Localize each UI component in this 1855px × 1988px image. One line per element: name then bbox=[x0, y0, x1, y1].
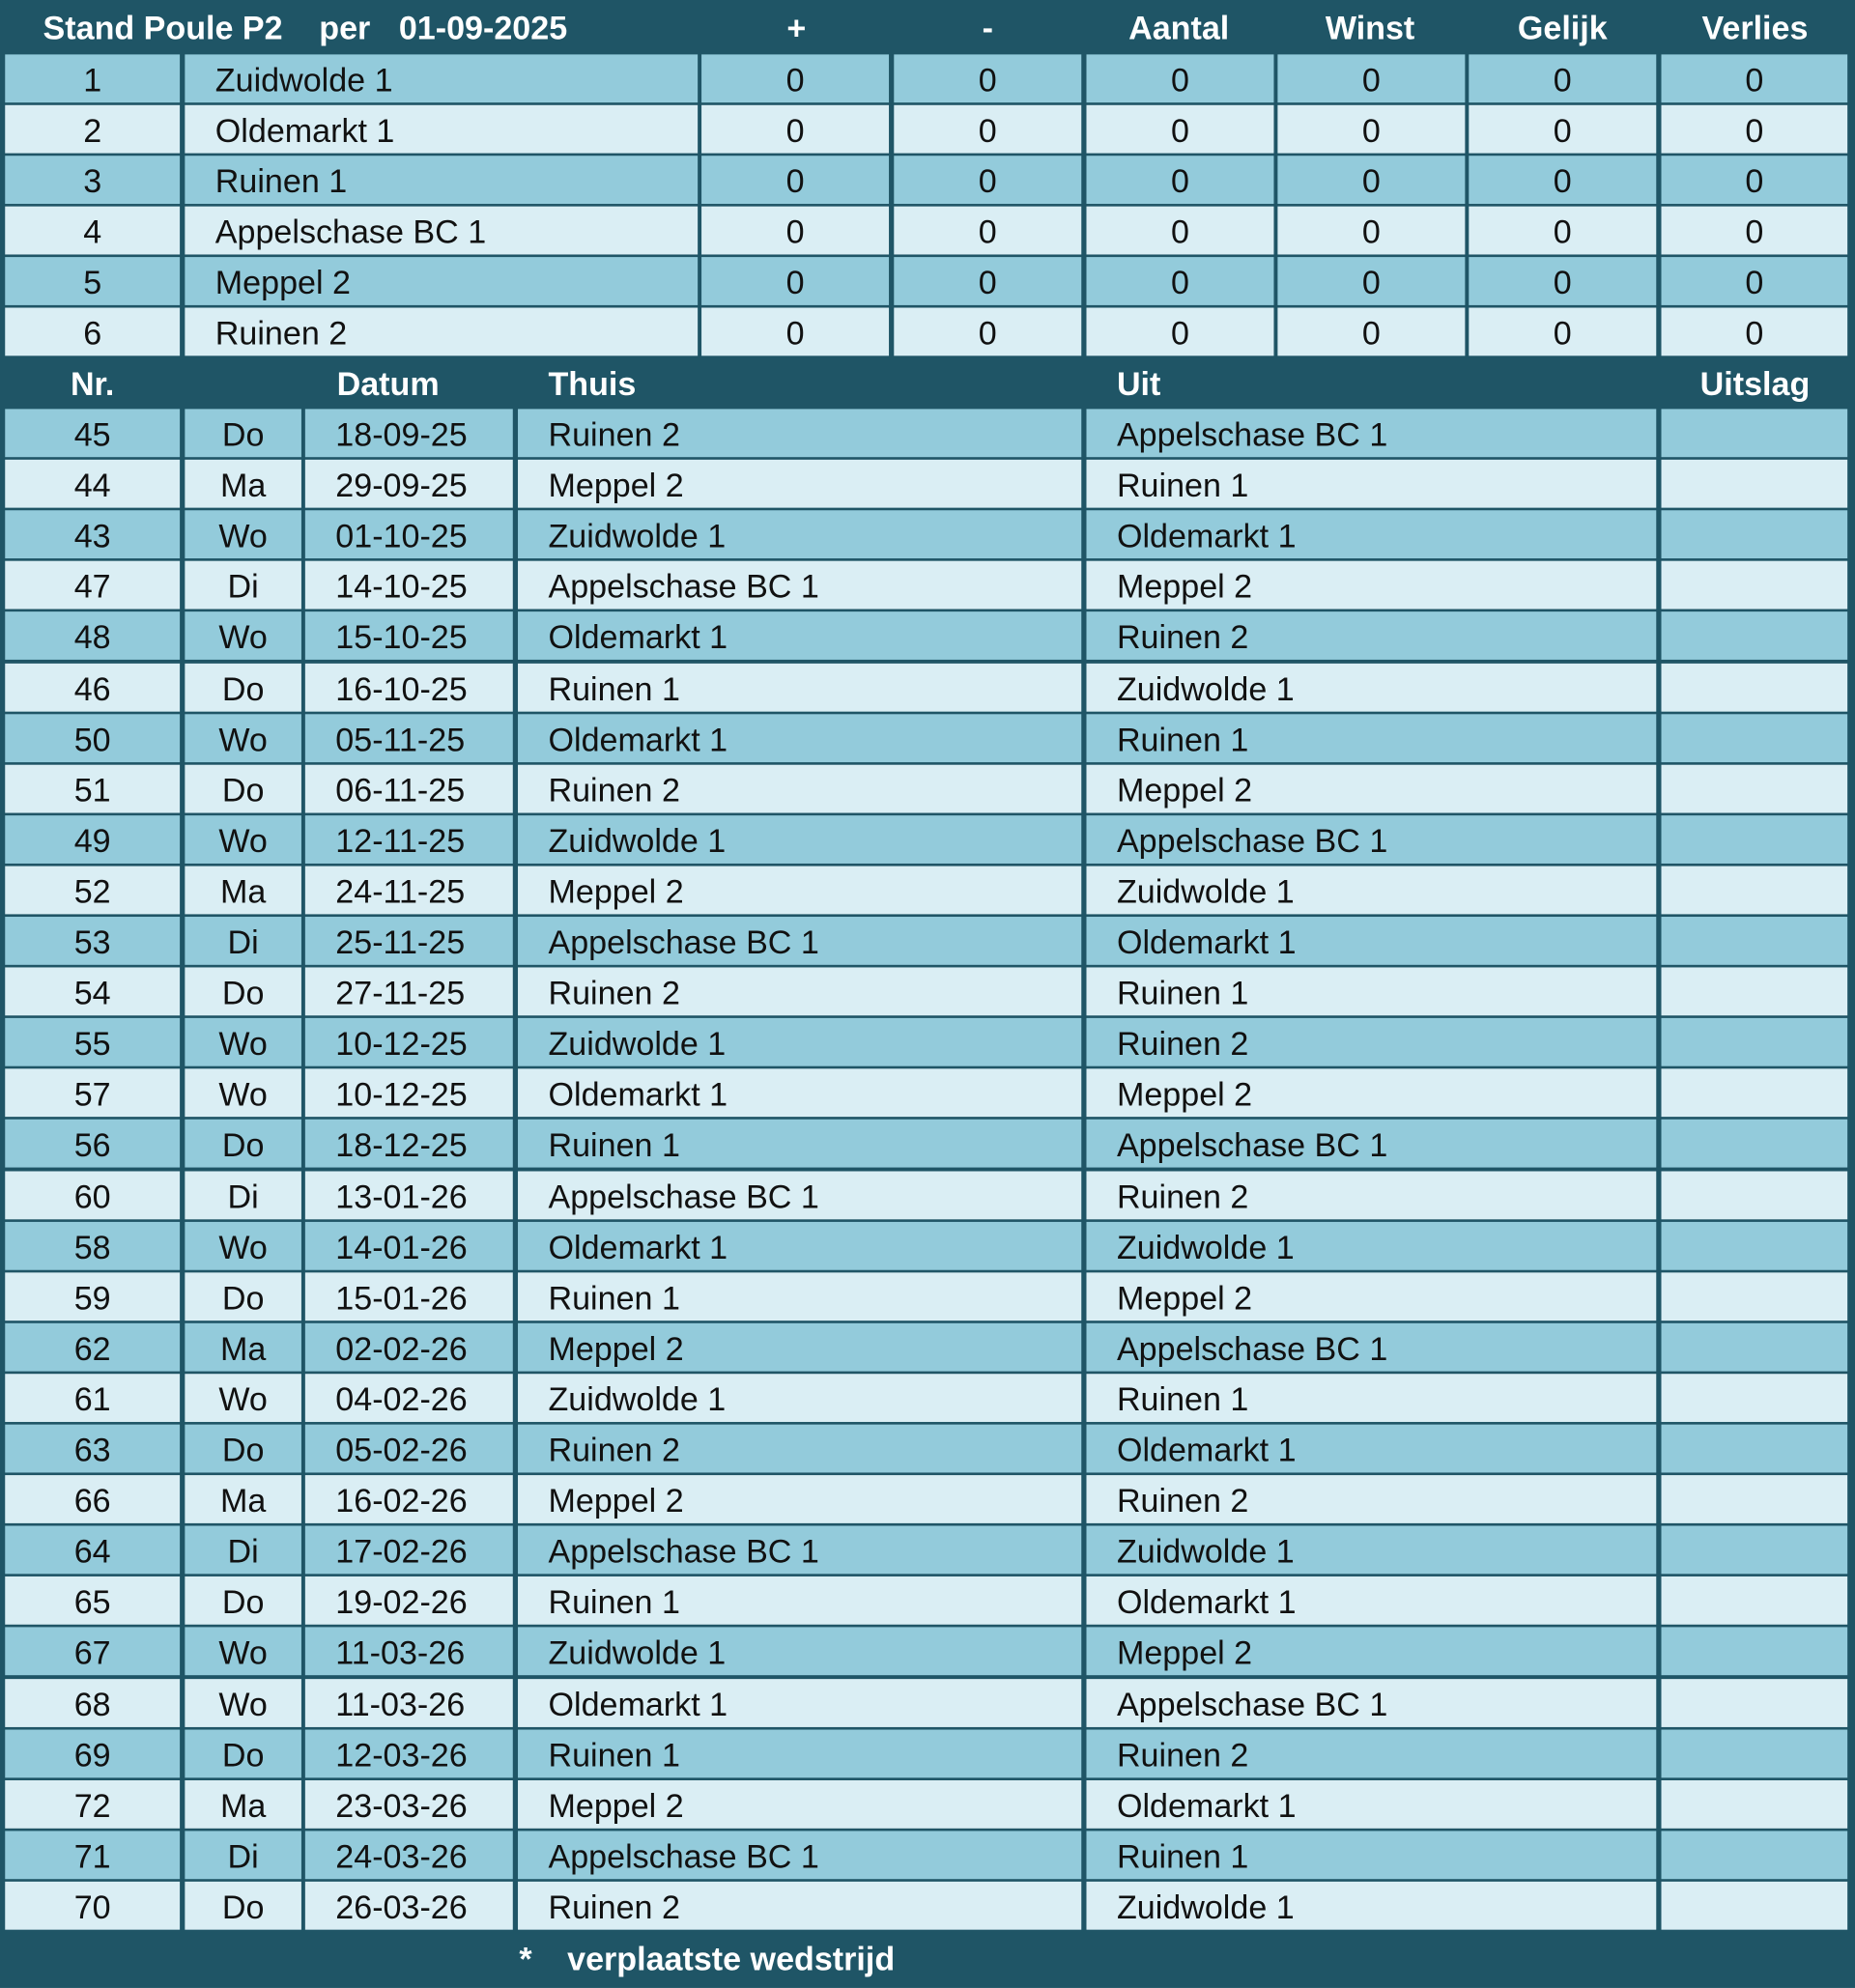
match-row bbox=[0, 1831, 1855, 1881]
match-cell-nr: 69 bbox=[5, 1729, 180, 1777]
standings-cell-aantal: 0 bbox=[1086, 257, 1273, 305]
match-cell-uitslag bbox=[1662, 1628, 1848, 1676]
match-cell-nr: 67 bbox=[5, 1628, 180, 1676]
match-row bbox=[0, 1221, 1855, 1271]
match-cell-uit: Zuidwolde 1 bbox=[1086, 663, 1656, 711]
standings-cell-pos: 1 bbox=[5, 54, 180, 102]
standings-cell-team: Meppel 2 bbox=[185, 257, 698, 305]
match-cell-datum: 05-11-25 bbox=[305, 714, 513, 762]
standings-cell-minus: 0 bbox=[894, 54, 1081, 102]
match-cell-uit: Ruinen 2 bbox=[1086, 1171, 1656, 1219]
match-row bbox=[0, 1882, 1855, 1932]
match-cell-uitslag bbox=[1662, 1831, 1848, 1879]
standings-date: 01-09-2025 bbox=[398, 9, 568, 47]
match-cell-dag: Wo bbox=[185, 714, 301, 762]
standings-cell-pos: 2 bbox=[5, 105, 180, 154]
match-cell-uit: Ruinen 1 bbox=[1086, 460, 1656, 508]
match-cell-uit: Appelschase BC 1 bbox=[1086, 815, 1656, 864]
match-row bbox=[0, 1272, 1855, 1322]
match-cell-uit: Zuidwolde 1 bbox=[1086, 1221, 1656, 1269]
match-cell-uitslag bbox=[1662, 510, 1848, 558]
match-row bbox=[0, 1323, 1855, 1374]
match-cell-dag: Do bbox=[185, 1882, 301, 1930]
match-cell-datum: 19-02-26 bbox=[305, 1576, 513, 1625]
match-cell-dag: Do bbox=[185, 1272, 301, 1321]
match-row bbox=[0, 510, 1855, 560]
match-cell-nr: 58 bbox=[5, 1221, 180, 1269]
match-cell-dag: Do bbox=[185, 409, 301, 457]
match-cell-thuis: Ruinen 2 bbox=[518, 764, 1081, 812]
match-cell-thuis: Zuidwolde 1 bbox=[518, 510, 1081, 558]
match-cell-nr: 66 bbox=[5, 1475, 180, 1523]
match-cell-uit: Ruinen 2 bbox=[1086, 1729, 1656, 1777]
match-cell-dag: Do bbox=[185, 1120, 301, 1168]
match-row bbox=[0, 917, 1855, 967]
match-cell-thuis: Zuidwolde 1 bbox=[518, 1018, 1081, 1066]
match-cell-datum: 16-10-25 bbox=[305, 663, 513, 711]
standings-cell-winst: 0 bbox=[1277, 156, 1465, 204]
match-cell-datum: 12-11-25 bbox=[305, 815, 513, 864]
match-cell-dag: Wo bbox=[185, 1678, 301, 1726]
standings-cell-team: Appelschase BC 1 bbox=[185, 207, 698, 255]
standings-row bbox=[0, 207, 1855, 257]
match-cell-dag: Di bbox=[185, 1831, 301, 1879]
standings-per-label: per bbox=[319, 9, 371, 47]
standings-cell-aantal: 0 bbox=[1086, 105, 1273, 154]
match-row bbox=[0, 1678, 1855, 1728]
match-cell-uitslag bbox=[1662, 1475, 1848, 1523]
col-header-plus: + bbox=[786, 9, 807, 47]
standings-cell-gelijk: 0 bbox=[1469, 156, 1656, 204]
match-cell-thuis: Appelschase BC 1 bbox=[518, 561, 1081, 610]
match-cell-uitslag bbox=[1662, 917, 1848, 965]
match-cell-uitslag bbox=[1662, 663, 1848, 711]
match-cell-dag: Do bbox=[185, 764, 301, 812]
footer-note: verplaatste wedstrijd bbox=[567, 1940, 896, 1978]
schedule-header bbox=[0, 358, 1855, 409]
match-cell-nr: 72 bbox=[5, 1780, 180, 1829]
standings-cell-gelijk: 0 bbox=[1469, 207, 1656, 255]
match-cell-thuis: Oldemarkt 1 bbox=[518, 612, 1081, 661]
match-row bbox=[0, 561, 1855, 611]
match-cell-uitslag bbox=[1662, 460, 1848, 508]
match-cell-uitslag bbox=[1662, 1780, 1848, 1829]
match-cell-nr: 57 bbox=[5, 1069, 180, 1118]
col-header-verlies: Verlies bbox=[1701, 9, 1809, 47]
standings-cell-aantal: 0 bbox=[1086, 54, 1273, 102]
standings-cell-minus: 0 bbox=[894, 308, 1081, 356]
match-cell-nr: 55 bbox=[5, 1018, 180, 1066]
match-cell-dag: Do bbox=[185, 663, 301, 711]
match-cell-dag: Wo bbox=[185, 510, 301, 558]
match-cell-thuis: Appelschase BC 1 bbox=[518, 1171, 1081, 1219]
match-cell-nr: 61 bbox=[5, 1374, 180, 1422]
match-cell-thuis: Meppel 2 bbox=[518, 866, 1081, 914]
match-cell-nr: 54 bbox=[5, 968, 180, 1016]
match-row bbox=[0, 612, 1855, 663]
match-cell-thuis: Appelschase BC 1 bbox=[518, 1526, 1081, 1575]
match-cell-uitslag bbox=[1662, 1069, 1848, 1118]
footer-marker: * bbox=[519, 1940, 532, 1978]
match-row bbox=[0, 815, 1855, 866]
match-cell-uit: Meppel 2 bbox=[1086, 1628, 1656, 1676]
match-cell-dag: Do bbox=[185, 1425, 301, 1473]
standings-row bbox=[0, 105, 1855, 156]
standings-cell-plus: 0 bbox=[701, 54, 889, 102]
standings-cell-verlies: 0 bbox=[1662, 207, 1848, 255]
standings-cell-gelijk: 0 bbox=[1469, 105, 1656, 154]
standings-cell-plus: 0 bbox=[701, 207, 889, 255]
standings-cell-verlies: 0 bbox=[1662, 156, 1848, 204]
match-cell-uit: Meppel 2 bbox=[1086, 764, 1656, 812]
match-cell-dag: Do bbox=[185, 1729, 301, 1777]
standings-cell-gelijk: 0 bbox=[1469, 257, 1656, 305]
match-cell-dag: Wo bbox=[185, 1628, 301, 1676]
standings-cell-minus: 0 bbox=[894, 156, 1081, 204]
match-cell-datum: 11-03-26 bbox=[305, 1678, 513, 1726]
match-cell-thuis: Zuidwolde 1 bbox=[518, 1628, 1081, 1676]
standings-cell-pos: 6 bbox=[5, 308, 180, 356]
match-cell-datum: 06-11-25 bbox=[305, 764, 513, 812]
match-cell-thuis: Zuidwolde 1 bbox=[518, 1374, 1081, 1422]
match-cell-thuis: Ruinen 2 bbox=[518, 968, 1081, 1016]
match-cell-datum: 14-10-25 bbox=[305, 561, 513, 610]
match-cell-nr: 65 bbox=[5, 1576, 180, 1625]
match-cell-thuis: Oldemarkt 1 bbox=[518, 1678, 1081, 1726]
col-header-winst: Winst bbox=[1325, 9, 1415, 47]
match-cell-uit: Oldemarkt 1 bbox=[1086, 917, 1656, 965]
match-cell-nr: 44 bbox=[5, 460, 180, 508]
match-cell-nr: 49 bbox=[5, 815, 180, 864]
standings-cell-winst: 0 bbox=[1277, 257, 1465, 305]
match-cell-uit: Ruinen 1 bbox=[1086, 1374, 1656, 1422]
col-header-nr: Nr. bbox=[70, 364, 115, 403]
match-cell-datum: 17-02-26 bbox=[305, 1526, 513, 1575]
match-row bbox=[0, 663, 1855, 713]
match-cell-nr: 47 bbox=[5, 561, 180, 610]
match-cell-nr: 56 bbox=[5, 1120, 180, 1168]
match-cell-dag: Wo bbox=[185, 1221, 301, 1269]
match-cell-uit: Ruinen 2 bbox=[1086, 1018, 1656, 1066]
match-cell-datum: 24-03-26 bbox=[305, 1831, 513, 1879]
match-cell-uitslag bbox=[1662, 1678, 1848, 1726]
standings-row bbox=[0, 54, 1855, 104]
standings-cell-winst: 0 bbox=[1277, 105, 1465, 154]
standings-cell-minus: 0 bbox=[894, 207, 1081, 255]
standings-row bbox=[0, 308, 1855, 358]
match-cell-uitslag bbox=[1662, 1576, 1848, 1625]
match-cell-uit: Ruinen 2 bbox=[1086, 612, 1656, 661]
match-cell-thuis: Ruinen 1 bbox=[518, 1272, 1081, 1321]
standings-cell-winst: 0 bbox=[1277, 308, 1465, 356]
match-cell-nr: 51 bbox=[5, 764, 180, 812]
match-cell-uitslag bbox=[1662, 1171, 1848, 1219]
match-cell-datum: 18-09-25 bbox=[305, 409, 513, 457]
match-cell-dag: Di bbox=[185, 1526, 301, 1575]
match-cell-datum: 15-01-26 bbox=[305, 1272, 513, 1321]
match-cell-uit: Oldemarkt 1 bbox=[1086, 1425, 1656, 1473]
match-cell-uitslag bbox=[1662, 409, 1848, 457]
match-cell-uit: Oldemarkt 1 bbox=[1086, 1576, 1656, 1625]
match-row bbox=[0, 1628, 1855, 1678]
match-cell-nr: 70 bbox=[5, 1882, 180, 1930]
match-row bbox=[0, 1475, 1855, 1525]
match-cell-uit: Meppel 2 bbox=[1086, 561, 1656, 610]
standings-cell-verlies: 0 bbox=[1662, 105, 1848, 154]
match-cell-nr: 48 bbox=[5, 612, 180, 661]
match-cell-datum: 25-11-25 bbox=[305, 917, 513, 965]
match-cell-nr: 43 bbox=[5, 510, 180, 558]
col-header-gelijk: Gelijk bbox=[1517, 9, 1608, 47]
match-cell-thuis: Ruinen 2 bbox=[518, 1425, 1081, 1473]
match-cell-thuis: Ruinen 1 bbox=[518, 663, 1081, 711]
match-row bbox=[0, 1425, 1855, 1475]
standings-cell-winst: 0 bbox=[1277, 207, 1465, 255]
match-cell-uit: Appelschase BC 1 bbox=[1086, 1120, 1656, 1168]
match-cell-uit: Zuidwolde 1 bbox=[1086, 1882, 1656, 1930]
match-row bbox=[0, 1729, 1855, 1779]
match-cell-uit: Zuidwolde 1 bbox=[1086, 1526, 1656, 1575]
match-cell-uitslag bbox=[1662, 612, 1848, 661]
standings-cell-pos: 5 bbox=[5, 257, 180, 305]
match-cell-uit: Ruinen 1 bbox=[1086, 968, 1656, 1016]
match-cell-dag: Do bbox=[185, 1576, 301, 1625]
standings-cell-pos: 3 bbox=[5, 156, 180, 204]
match-cell-uit: Appelschase BC 1 bbox=[1086, 1323, 1656, 1372]
standings-cell-verlies: 0 bbox=[1662, 257, 1848, 305]
match-cell-thuis: Oldemarkt 1 bbox=[518, 1221, 1081, 1269]
col-header-uit: Uit bbox=[1116, 364, 1161, 403]
standings-row bbox=[0, 257, 1855, 307]
match-row bbox=[0, 764, 1855, 814]
match-cell-datum: 11-03-26 bbox=[305, 1628, 513, 1676]
standings-cell-team: Ruinen 2 bbox=[185, 308, 698, 356]
match-cell-uitslag bbox=[1662, 714, 1848, 762]
match-cell-thuis: Appelschase BC 1 bbox=[518, 917, 1081, 965]
match-row bbox=[0, 1374, 1855, 1424]
match-cell-nr: 68 bbox=[5, 1678, 180, 1726]
match-cell-datum: 29-09-25 bbox=[305, 460, 513, 508]
match-cell-thuis: Meppel 2 bbox=[518, 1323, 1081, 1372]
match-cell-dag: Di bbox=[185, 917, 301, 965]
match-cell-uit: Ruinen 1 bbox=[1086, 1831, 1656, 1879]
match-cell-uitslag bbox=[1662, 1323, 1848, 1372]
match-cell-uitslag bbox=[1662, 1018, 1848, 1066]
col-header-datum: Datum bbox=[336, 364, 440, 403]
match-cell-datum: 24-11-25 bbox=[305, 866, 513, 914]
match-cell-thuis: Ruinen 2 bbox=[518, 1882, 1081, 1930]
match-cell-uitslag bbox=[1662, 1374, 1848, 1422]
match-cell-dag: Wo bbox=[185, 1069, 301, 1118]
match-cell-uitslag bbox=[1662, 764, 1848, 812]
match-cell-thuis: Ruinen 1 bbox=[518, 1729, 1081, 1777]
match-cell-uit: Oldemarkt 1 bbox=[1086, 1780, 1656, 1829]
match-cell-datum: 23-03-26 bbox=[305, 1780, 513, 1829]
standings-cell-minus: 0 bbox=[894, 105, 1081, 154]
match-cell-dag: Wo bbox=[185, 815, 301, 864]
match-cell-datum: 05-02-26 bbox=[305, 1425, 513, 1473]
standings-cell-aantal: 0 bbox=[1086, 207, 1273, 255]
match-cell-nr: 63 bbox=[5, 1425, 180, 1473]
col-header-uitslag: Uitslag bbox=[1699, 364, 1811, 403]
match-cell-thuis: Meppel 2 bbox=[518, 1780, 1081, 1829]
match-cell-thuis: Meppel 2 bbox=[518, 1475, 1081, 1523]
match-cell-nr: 50 bbox=[5, 714, 180, 762]
match-row bbox=[0, 968, 1855, 1018]
standings-row bbox=[0, 156, 1855, 206]
match-cell-datum: 10-12-25 bbox=[305, 1069, 513, 1118]
standings-header bbox=[0, 3, 1855, 53]
footer bbox=[0, 1932, 1855, 1988]
match-cell-nr: 64 bbox=[5, 1526, 180, 1575]
match-cell-dag: Di bbox=[185, 1171, 301, 1219]
standings-cell-verlies: 0 bbox=[1662, 54, 1848, 102]
match-cell-thuis: Ruinen 1 bbox=[518, 1120, 1081, 1168]
match-cell-uit: Ruinen 2 bbox=[1086, 1475, 1656, 1523]
match-cell-uitslag bbox=[1662, 1120, 1848, 1168]
standings-cell-minus: 0 bbox=[894, 257, 1081, 305]
standings-cell-pos: 4 bbox=[5, 207, 180, 255]
match-cell-dag: Wo bbox=[185, 612, 301, 661]
match-row bbox=[0, 1780, 1855, 1831]
match-cell-datum: 26-03-26 bbox=[305, 1882, 513, 1930]
match-cell-uitslag bbox=[1662, 561, 1848, 610]
standings-cell-aantal: 0 bbox=[1086, 156, 1273, 204]
match-cell-datum: 04-02-26 bbox=[305, 1374, 513, 1422]
match-cell-nr: 59 bbox=[5, 1272, 180, 1321]
match-cell-uit: Zuidwolde 1 bbox=[1086, 866, 1656, 914]
match-cell-uitslag bbox=[1662, 1221, 1848, 1269]
standings-cell-plus: 0 bbox=[701, 105, 889, 154]
match-cell-thuis: Zuidwolde 1 bbox=[518, 815, 1081, 864]
match-cell-uitslag bbox=[1662, 1425, 1848, 1473]
match-cell-datum: 13-01-26 bbox=[305, 1171, 513, 1219]
standings-cell-team: Zuidwolde 1 bbox=[185, 54, 698, 102]
match-cell-dag: Do bbox=[185, 968, 301, 1016]
match-cell-thuis: Ruinen 2 bbox=[518, 409, 1081, 457]
match-cell-datum: 14-01-26 bbox=[305, 1221, 513, 1269]
match-cell-dag: Wo bbox=[185, 1018, 301, 1066]
match-row bbox=[0, 1120, 1855, 1170]
match-row bbox=[0, 409, 1855, 459]
match-cell-dag: Di bbox=[185, 561, 301, 610]
match-cell-uitslag bbox=[1662, 968, 1848, 1016]
match-cell-datum: 12-03-26 bbox=[305, 1729, 513, 1777]
match-row bbox=[0, 460, 1855, 510]
standings-cell-gelijk: 0 bbox=[1469, 308, 1656, 356]
col-header-thuis: Thuis bbox=[548, 364, 637, 403]
match-cell-uitslag bbox=[1662, 866, 1848, 914]
match-cell-datum: 27-11-25 bbox=[305, 968, 513, 1016]
match-cell-uitslag bbox=[1662, 1272, 1848, 1321]
match-cell-nr: 62 bbox=[5, 1323, 180, 1372]
match-cell-nr: 53 bbox=[5, 917, 180, 965]
standings-cell-winst: 0 bbox=[1277, 54, 1465, 102]
match-cell-datum: 01-10-25 bbox=[305, 510, 513, 558]
match-cell-uit: Meppel 2 bbox=[1086, 1069, 1656, 1118]
standings-cell-gelijk: 0 bbox=[1469, 54, 1656, 102]
standings-cell-aantal: 0 bbox=[1086, 308, 1273, 356]
match-cell-thuis: Ruinen 1 bbox=[518, 1576, 1081, 1625]
standings-cell-verlies: 0 bbox=[1662, 308, 1848, 356]
match-cell-thuis: Oldemarkt 1 bbox=[518, 714, 1081, 762]
standings-cell-plus: 0 bbox=[701, 156, 889, 204]
match-cell-nr: 45 bbox=[5, 409, 180, 457]
standings-title: Stand Poule P2 bbox=[43, 9, 283, 47]
match-row bbox=[0, 1069, 1855, 1120]
match-cell-nr: 46 bbox=[5, 663, 180, 711]
match-cell-uit: Appelschase BC 1 bbox=[1086, 409, 1656, 457]
match-cell-nr: 52 bbox=[5, 866, 180, 914]
match-cell-datum: 02-02-26 bbox=[305, 1323, 513, 1372]
match-cell-thuis: Oldemarkt 1 bbox=[518, 1069, 1081, 1118]
match-cell-uitslag bbox=[1662, 815, 1848, 864]
match-cell-datum: 18-12-25 bbox=[305, 1120, 513, 1168]
match-cell-dag: Ma bbox=[185, 460, 301, 508]
match-cell-datum: 16-02-26 bbox=[305, 1475, 513, 1523]
match-cell-uit: Appelschase BC 1 bbox=[1086, 1678, 1656, 1726]
match-cell-dag: Wo bbox=[185, 1374, 301, 1422]
match-cell-datum: 10-12-25 bbox=[305, 1018, 513, 1066]
match-cell-thuis: Meppel 2 bbox=[518, 460, 1081, 508]
match-cell-dag: Ma bbox=[185, 1323, 301, 1372]
match-row bbox=[0, 1526, 1855, 1576]
match-row bbox=[0, 1018, 1855, 1068]
match-cell-uit: Meppel 2 bbox=[1086, 1272, 1656, 1321]
match-cell-dag: Ma bbox=[185, 1475, 301, 1523]
standings-cell-plus: 0 bbox=[701, 257, 889, 305]
match-cell-uitslag bbox=[1662, 1526, 1848, 1575]
match-cell-uit: Oldemarkt 1 bbox=[1086, 510, 1656, 558]
match-cell-thuis: Appelschase BC 1 bbox=[518, 1831, 1081, 1879]
match-cell-nr: 60 bbox=[5, 1171, 180, 1219]
match-cell-uitslag bbox=[1662, 1729, 1848, 1777]
match-row bbox=[0, 866, 1855, 916]
match-cell-dag: Ma bbox=[185, 1780, 301, 1829]
match-row bbox=[0, 1576, 1855, 1627]
match-cell-nr: 71 bbox=[5, 1831, 180, 1879]
match-row bbox=[0, 714, 1855, 764]
col-header-minus: - bbox=[982, 9, 993, 47]
col-header-aantal: Aantal bbox=[1128, 9, 1230, 47]
standings-cell-team: Oldemarkt 1 bbox=[185, 105, 698, 154]
match-cell-uit: Ruinen 1 bbox=[1086, 714, 1656, 762]
standings-cell-team: Ruinen 1 bbox=[185, 156, 698, 204]
match-row bbox=[0, 1171, 1855, 1221]
standings-cell-plus: 0 bbox=[701, 308, 889, 356]
match-cell-datum: 15-10-25 bbox=[305, 612, 513, 661]
match-cell-uitslag bbox=[1662, 1882, 1848, 1930]
match-cell-dag: Ma bbox=[185, 866, 301, 914]
